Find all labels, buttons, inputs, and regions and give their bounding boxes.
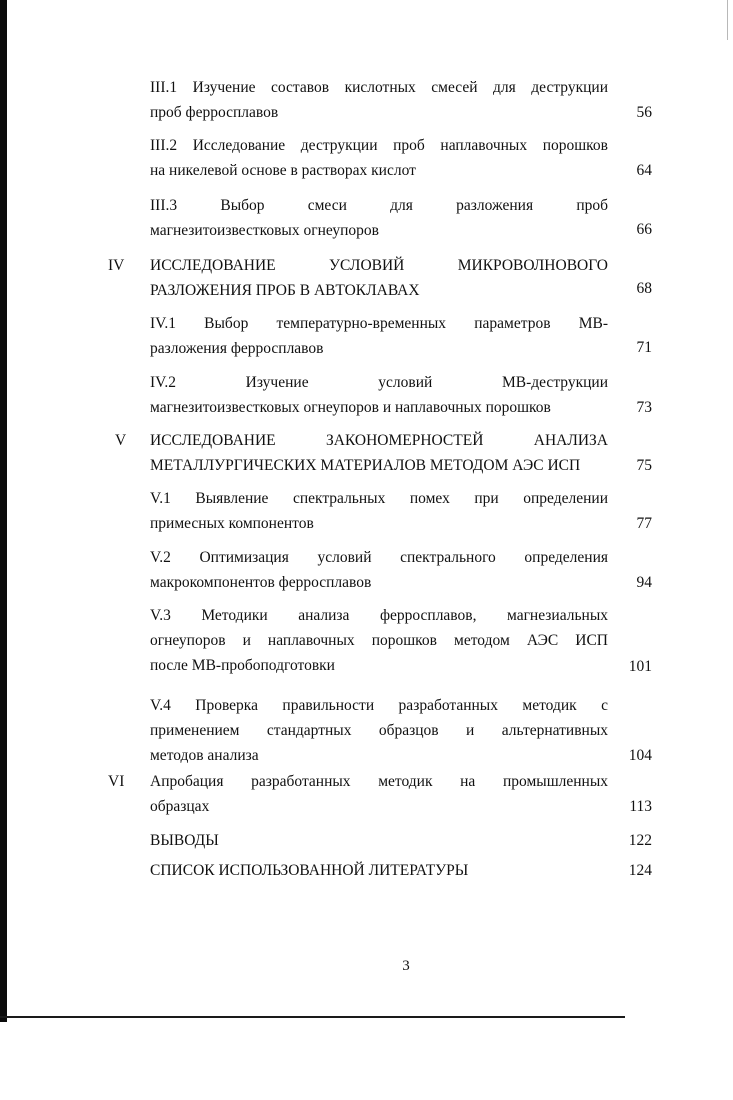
toc-entry-title-line: на никелевой основе в растворах кислот (150, 162, 416, 179)
toc-entry-title-line: проб ферросплавов (150, 104, 279, 121)
toc-page-number: 73 (636, 399, 652, 416)
toc-page-number: 94 (636, 574, 652, 591)
toc-entry-title-line: V.1 Выявление спектральных помех при определении (150, 490, 608, 507)
toc-entry-title-line: ИССЛЕДОВАНИЕ ЗАКОНОМЕРНОСТЕЙ АНАЛИЗА (150, 432, 608, 449)
toc-entry-title-line: V.3 Методики анализа ферросплавов, магнезиальных (150, 607, 608, 624)
toc-page-number: 104 (628, 747, 652, 764)
toc-entry-title-line: Апробация разработанных методик на промышленных (150, 773, 608, 790)
toc-page-number: 113 (629, 798, 652, 815)
toc-entry-title-line: V.2 Оптимизация условий спектрального определения (150, 549, 608, 566)
scan-left-border (0, 0, 7, 1022)
toc-entry-title-line: применением стандартных образцов и альтернативных (150, 722, 608, 739)
toc-chapter-number: IV (108, 257, 125, 274)
toc-page-number: 68 (636, 280, 652, 297)
toc-entry-title-line: огнеупоров и наплавочных порошков методом АЭС ИСП (150, 632, 608, 649)
toc-entry-title-line: образцах (150, 798, 210, 815)
toc-page-number: 64 (636, 162, 652, 179)
toc-entry-title-line: РАЗЛОЖЕНИЯ ПРОБ В АВТОКЛАВАХ (150, 282, 420, 299)
scan-bottom-border (0, 1016, 625, 1018)
toc-page-number: 71 (636, 339, 652, 356)
toc-page-number: 124 (628, 862, 652, 879)
toc-entry-title-line: IV.2 Изучение условий МВ-деструкции (150, 374, 608, 391)
toc-entry-title-line: III.2 Исследование деструкции проб наплавочных порошков (150, 137, 608, 154)
toc-entry-title-line: после МВ-пробоподготовки (150, 657, 335, 674)
toc-entry-title-line: магнезитоизвестковых огнеупоров (150, 222, 379, 239)
toc-page-number: 77 (636, 515, 652, 532)
toc-entry-title-line: разложения ферросплавов (150, 340, 324, 357)
toc-entry-title-line: примесных компонентов (150, 515, 314, 532)
toc-chapter-number: VI (108, 773, 125, 790)
toc-page-number: 56 (636, 104, 652, 121)
toc-entry-title-line: методов анализа (150, 747, 259, 764)
toc-entry-title-line: СПИСОК ИСПОЛЬЗОВАННОЙ ЛИТЕРАТУРЫ (150, 862, 469, 879)
toc-entry-title-line: III.3 Выбор смеси для разложения проб (150, 197, 608, 214)
toc-entry-title-line: V.4 Проверка правильности разработанных методик с (150, 697, 608, 714)
toc-entry-title-line: МЕТАЛЛУРГИЧЕСКИХ МАТЕРИАЛОВ МЕТОДОМ АЭС ИСП (150, 457, 581, 474)
toc-entry-title-line: III.1 Изучение составов кислотных смесей для деструкции (150, 79, 608, 96)
toc-entry-title-line: ВЫВОДЫ (150, 832, 219, 849)
toc-entry-title-line: ИССЛЕДОВАНИЕ УСЛОВИЙ МИКРОВОЛНОВОГО (150, 257, 608, 274)
page-number: 3 (402, 958, 410, 974)
toc-chapter-number: V (115, 432, 127, 449)
toc-entry-title-line: макрокомпонентов ферросплавов (150, 574, 372, 591)
toc-page-number: 122 (628, 832, 652, 849)
toc-entry-title-line: IV.1 Выбор температурно-временных параметров МВ- (150, 315, 608, 332)
toc-page-number: 101 (628, 658, 652, 675)
toc-page-number: 66 (636, 221, 652, 238)
toc-page-number: 75 (636, 457, 652, 474)
toc-entry-title-line: магнезитоизвестковых огнеупоров и наплавочных порошков (150, 399, 551, 416)
scan-right-mark (727, 0, 728, 40)
